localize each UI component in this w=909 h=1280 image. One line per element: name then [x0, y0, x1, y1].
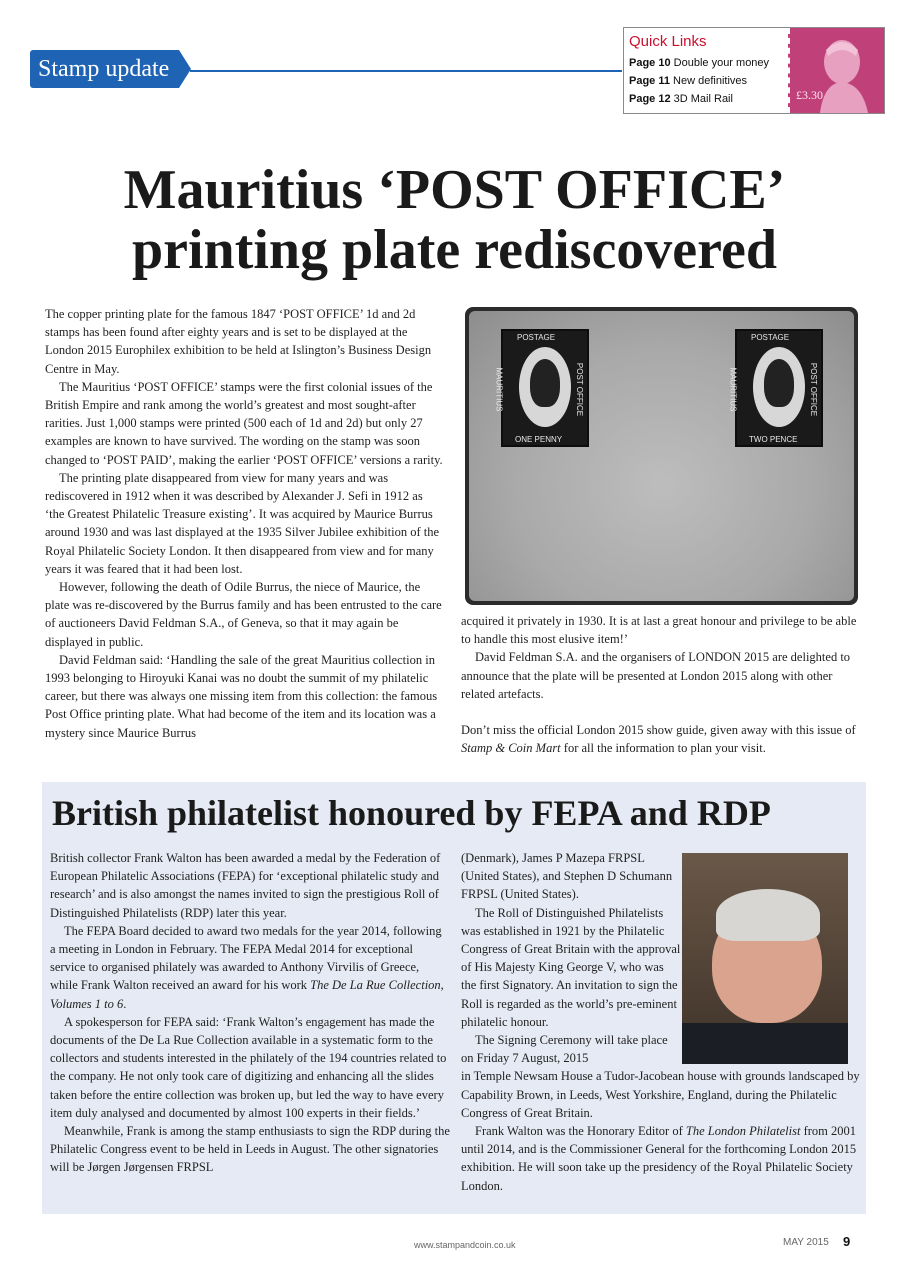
- closing-text: for all the information to plan your visit.: [560, 741, 766, 756]
- paragraph-text: Frank Walton was the Honorary Editor of: [475, 1124, 686, 1139]
- frank-walton-photo: [682, 853, 848, 1064]
- machin-stamp-image: [788, 28, 884, 113]
- quick-link-page: Page 10: [629, 57, 671, 69]
- plate-label: MAURITIUS: [728, 367, 738, 412]
- closing-text: Don’t miss the official London 2015 show guide, given away with this issue of: [461, 723, 856, 738]
- plate-label: POST OFFICE: [809, 362, 819, 417]
- quick-link-item[interactable]: [629, 93, 733, 105]
- quick-link-label: 3D Mail Rail: [673, 93, 733, 105]
- paragraph: Meanwhile, Frank is among the stamp enthusiasts to sign the RDP during the Philatelic Congress event to be held in Leeds in August. The other signatories will be Jørgen Jørgensen FRPSL: [50, 1124, 450, 1175]
- section-tab: [30, 50, 191, 88]
- closing-note: [461, 721, 857, 757]
- article1-column-right: [461, 612, 857, 757]
- paragraph: The Signing Ceremony will take place on Friday 7 August, 2015: [461, 1033, 668, 1066]
- article-headline: [0, 160, 909, 280]
- plate-label: MAURITIUS: [494, 367, 504, 412]
- quick-link-label: New definitives: [673, 75, 748, 87]
- quick-link-item[interactable]: [629, 75, 747, 87]
- paragraph: (Denmark), James P Mazepa FRPSL (United States), and Stephen D Schumann FRPSL (United States).: [461, 851, 673, 902]
- plate-label: TWO PENCE: [749, 435, 798, 444]
- paragraph: British collector Frank Walton has been awarded a medal by the Federation of European Philatelic Associations (FEPA) for ‘exceptional philatelic study and research’ and is also amongst the names invited to sign the prestigious Roll of Distinguished Philatelists (RDP) later this year.: [50, 851, 441, 920]
- article1-column-left: [45, 305, 445, 742]
- quick-link-page: Page 12: [629, 93, 671, 105]
- queen-head-icon: [530, 359, 560, 407]
- header-rule: [190, 70, 622, 72]
- paragraph: [50, 922, 450, 1013]
- headline-line-2: printing plate rediscovered: [131, 219, 777, 281]
- quick-link-page: Page 11: [629, 75, 670, 87]
- paragraph: The Roll of Distinguished Philatelists was established in 1921 by the Philatelic Congress of Great Britain with the approval of His Majesty King George V, who was the first Signatory. An invitation to sign the Roll is regarded as the world’s pre-eminent philatelic honour.: [461, 905, 681, 1029]
- plate-stamp-two-pence: [728, 329, 823, 447]
- paragraph: The copper printing plate for the famous 1847 ‘POST OFFICE’ 1d and 2d stamps has been found after eighty years and is set to be displayed at the London 2015 Europhilex exhibition to be held at Islington’s Business Design Centre in May.: [45, 307, 432, 376]
- paragraph-text: .: [123, 996, 127, 1011]
- paragraph-text: from 2001 until 2014, and is the Commissioner General for the forthcoming London 2015 exhibition. He will soon take up the presidency of the Royal Philatelic Society London.: [461, 1124, 857, 1193]
- stamp-price: £3.30: [796, 88, 823, 102]
- plate-label: ONE PENNY: [515, 435, 563, 444]
- paragraph: A spokesperson for FEPA said: ‘Frank Walton’s engagement has made the documents of the De La Rue Collection available in a systematic form to the collectors and students interested in the philately of the 194 countries related to the company. He not only took care of digitizing and enhancing all the slides taken before the entire collection was broken up, but led the way to have every item duly analysed and documented by almost 100 experts in their fields.’: [50, 1014, 447, 1120]
- paragraph: David Feldman S.A. and the organisers of LONDON 2015 are delighted to announce that the plate will be presented at London 2015 along with other related artefacts.: [461, 650, 851, 701]
- paragraph: However, following the death of Odile Burrus, the niece of Maurice, the plate was re-discovered by the Burrus family and has been entrusted to the care of auctioneers David Feldman S.A., of Geneva, so that it may again be displayed in public.: [45, 580, 442, 649]
- article2-title: British philatelist honoured by FEPA and RDP: [52, 793, 771, 833]
- journal-title: The London Philatelist: [685, 1124, 801, 1139]
- plate-label: POST OFFICE: [575, 362, 585, 417]
- quick-link-item[interactable]: [629, 57, 769, 69]
- paragraph: The printing plate disappeared from view for many years and was rediscovered in 1912 when it was described by Alexander J. Sefi in 1912 as ‘the Greatest Philatelic Treasure existing’. It was acquired by Maurice Burrus around 1930 and was last displayed at the 1935 Silver Jubilee exhibition of the Royal Philatelic Society London. It then disappeared from view and for many years it was feared that it had been lost.: [45, 470, 440, 576]
- paragraph: David Feldman said: ‘Handling the sale of the great Mauritius collection in 1993 belonging to Hiroyuki Kanai was no doubt the summit of my philatelic career, but there was always one missing item from this collection: the famous Post Office printing plate. What had become of the item and its location was a mystery since Maurice Burrus: [45, 652, 438, 740]
- footer-url[interactable]: www.stampandcoin.co.uk: [414, 1240, 516, 1250]
- quick-link-label: Double your money: [673, 57, 770, 69]
- page-number: 9: [843, 1234, 851, 1249]
- queen-head-icon: [764, 359, 794, 407]
- quick-links-title: Quick Links: [629, 33, 707, 50]
- tab-arrow-icon: [179, 50, 191, 88]
- article2-column-left: [50, 849, 450, 1177]
- printing-plate-photo: [465, 307, 858, 605]
- footer-date: MAY 2015: [783, 1237, 829, 1248]
- plate-label: POSTAGE: [517, 333, 556, 342]
- photo-suit: [682, 1023, 848, 1064]
- magazine-title: Stamp & Coin Mart: [461, 741, 561, 756]
- photo-hair: [716, 889, 820, 941]
- plate-stamp-one-penny: [494, 329, 589, 447]
- quick-links-box: [623, 27, 885, 114]
- paragraph: [461, 1122, 861, 1195]
- paragraph: in Temple Newsam House a Tudor-Jacobean house with grounds landscaped by Capability Brown, in Leeds, West Yorkshire, England, during the Philatelic Congress of Great Britain.: [461, 1069, 860, 1120]
- plate-label: POSTAGE: [751, 333, 790, 342]
- paragraph-text: The FEPA Board decided to award two medals for the year 2014, following a meeting in London in February. The FEPA Medal 2014 for exceptional service to organised philately was awarded to Anthony Virvilis of Greece, while Frank Walton received an award for his work: [50, 923, 442, 993]
- book-title: The De La Rue Collection, Volumes 1 to 6: [50, 978, 444, 1011]
- narrow-text-block: [461, 849, 681, 1067]
- paragraph: acquired it privately in 1930. It is at last a great honour and privilege to be able to handle this most elusive item!’: [461, 614, 857, 647]
- section-label: Stamp update: [30, 50, 179, 88]
- paragraph: The Mauritius ‘POST OFFICE’ stamps were the first colonial issues of the British Empire and rank among the world’s greatest and most sought-after rarities. Just 1,000 stamps were printed (500 each of 1d and 2d) but only 27 examples are known to have survived. The wording on the stamp was soon changed to ‘POST PAID’, making the earlier ‘POST OFFICE’ versions a rarity.: [45, 379, 443, 467]
- headline-line-1: Mauritius ‘POST OFFICE’: [123, 159, 786, 221]
